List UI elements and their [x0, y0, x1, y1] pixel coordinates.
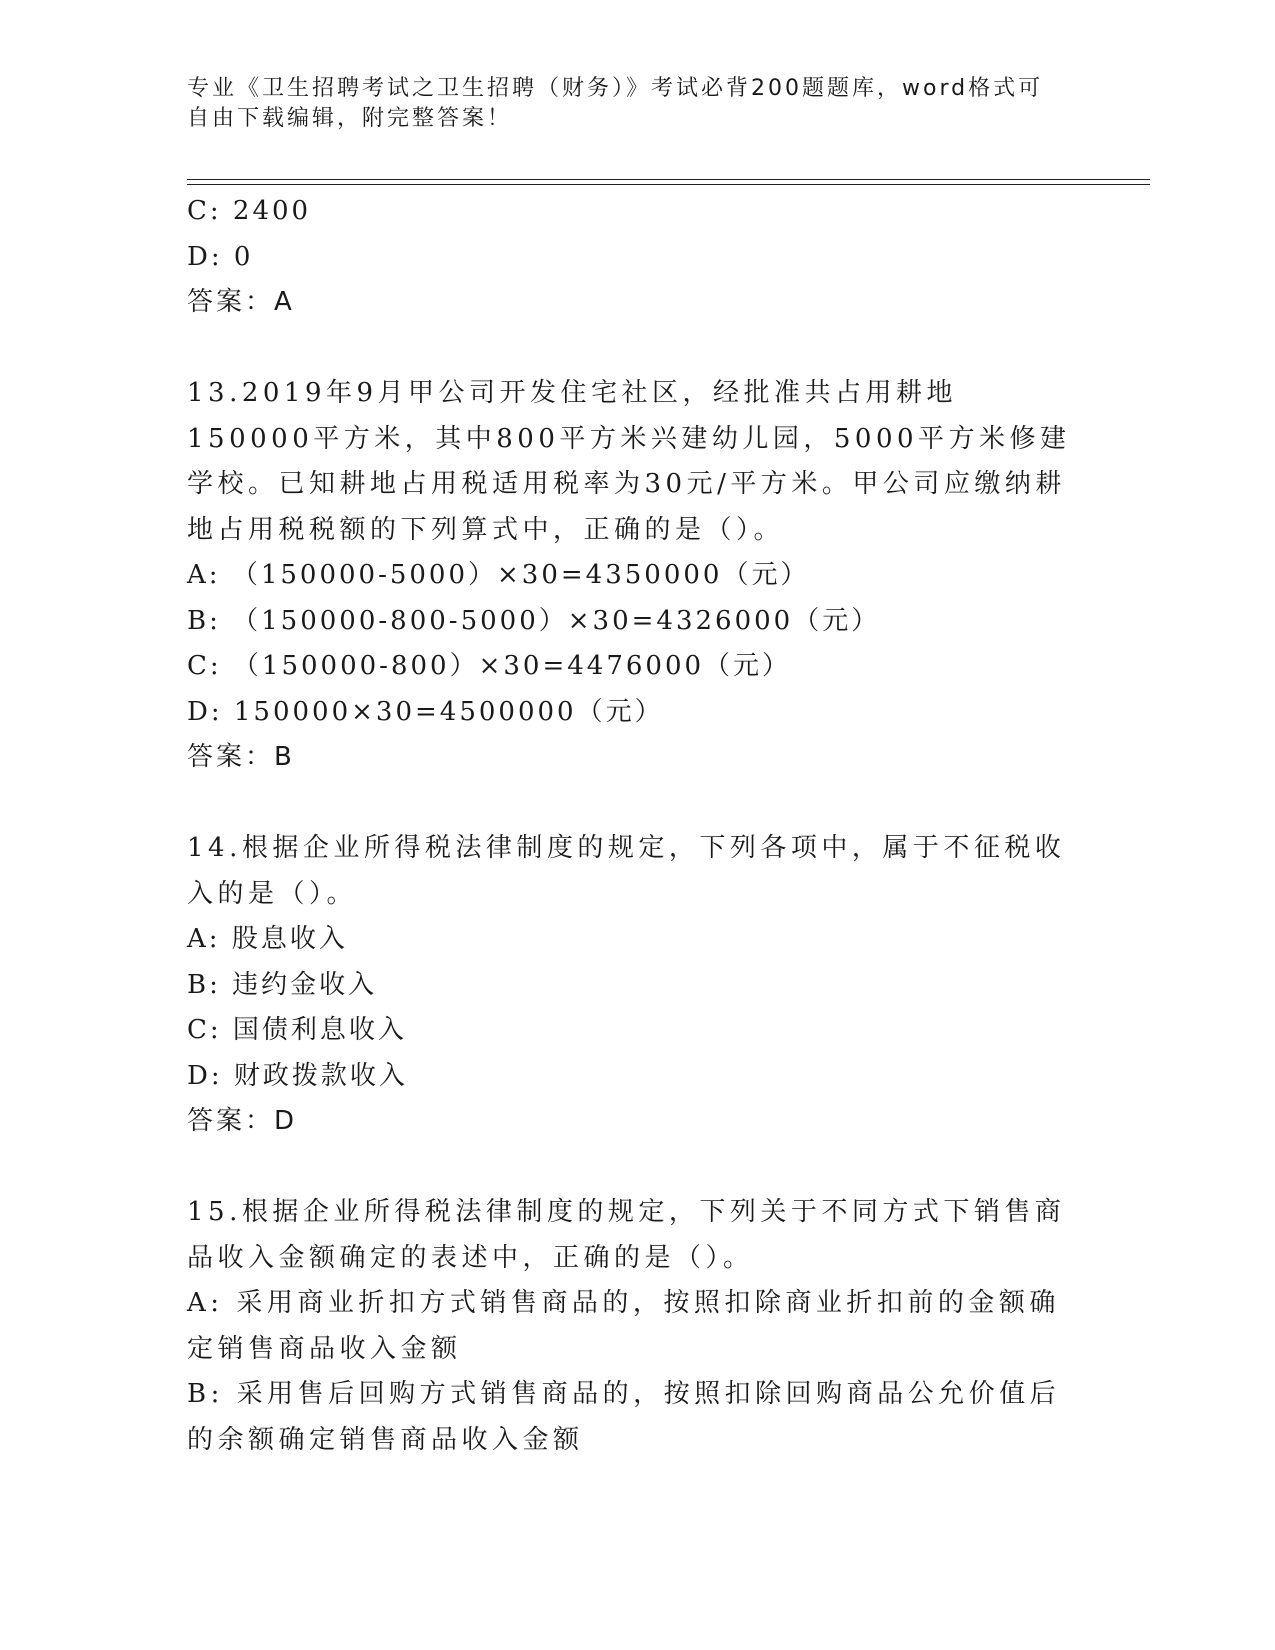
question-stem: 13.2019年9月甲公司开发住宅社区，经批准共占用耕地150000平方米，其中800平方米兴建幼儿园，5000平方米修建学校。已知耕地占用税适用税率为30元/平方米。甲公司应缴纳耕地占用税税额的下列算式中，正确的是（）。 — [187, 378, 1071, 545]
option-b: B: 违约金收入 — [187, 969, 378, 1000]
question-14 — [187, 826, 1077, 1145]
question-stem: 14.根据企业所得税法律制度的规定，下列各项中，属于不征税收入的是（）。 — [187, 833, 1066, 909]
option-c: C: （150000-800）×30=4476000（元） — [187, 651, 792, 681]
spacer — [187, 1145, 1077, 1191]
option-a: A: 股息收入 — [187, 924, 348, 954]
option-d: D: 财政拨款收入 — [187, 1060, 408, 1091]
spacer — [187, 781, 1077, 827]
option-c: C: 国债利息收入 — [187, 1015, 407, 1045]
spacer — [187, 326, 1077, 372]
option-d: D: 0 — [187, 241, 254, 272]
option-a: A: 采用商业折扣方式销售商品的，按照扣除商业折扣前的金额确定销售商品收入金额 — [187, 1288, 1060, 1364]
option-b: B: 采用售后回购方式销售商品的，按照扣除回购商品公允价值后的余额确定销售商品收入金额 — [187, 1379, 1061, 1455]
header-rule-top — [187, 179, 1150, 180]
question-15 — [187, 1190, 1077, 1463]
answer: 答案：A — [187, 287, 295, 317]
page-header: 专业《卫生招聘考试之卫生招聘（财务）》考试必背200题题库，word格式可自由下载编辑，附完整答案！ — [187, 76, 1044, 131]
header-rule-bottom — [187, 184, 1150, 185]
answer: 答案：D — [187, 1106, 298, 1136]
question-13 — [187, 371, 1077, 781]
answer: 答案：B — [187, 742, 295, 772]
option-a: A: （150000-5000）×30=4350000（元） — [187, 560, 810, 590]
option-d: D: 150000×30=4500000（元） — [187, 696, 664, 727]
prev-question-block — [187, 189, 1077, 326]
question-stem: 15.根据企业所得税法律制度的规定，下列关于不同方式下销售商品收入金额确定的表述中，正确的是（）。 — [187, 1197, 1066, 1273]
option-b: B: （150000-800-5000）×30=4326000（元） — [187, 605, 881, 636]
option-c: C: 2400 — [187, 196, 312, 226]
page-content — [187, 189, 1077, 1463]
